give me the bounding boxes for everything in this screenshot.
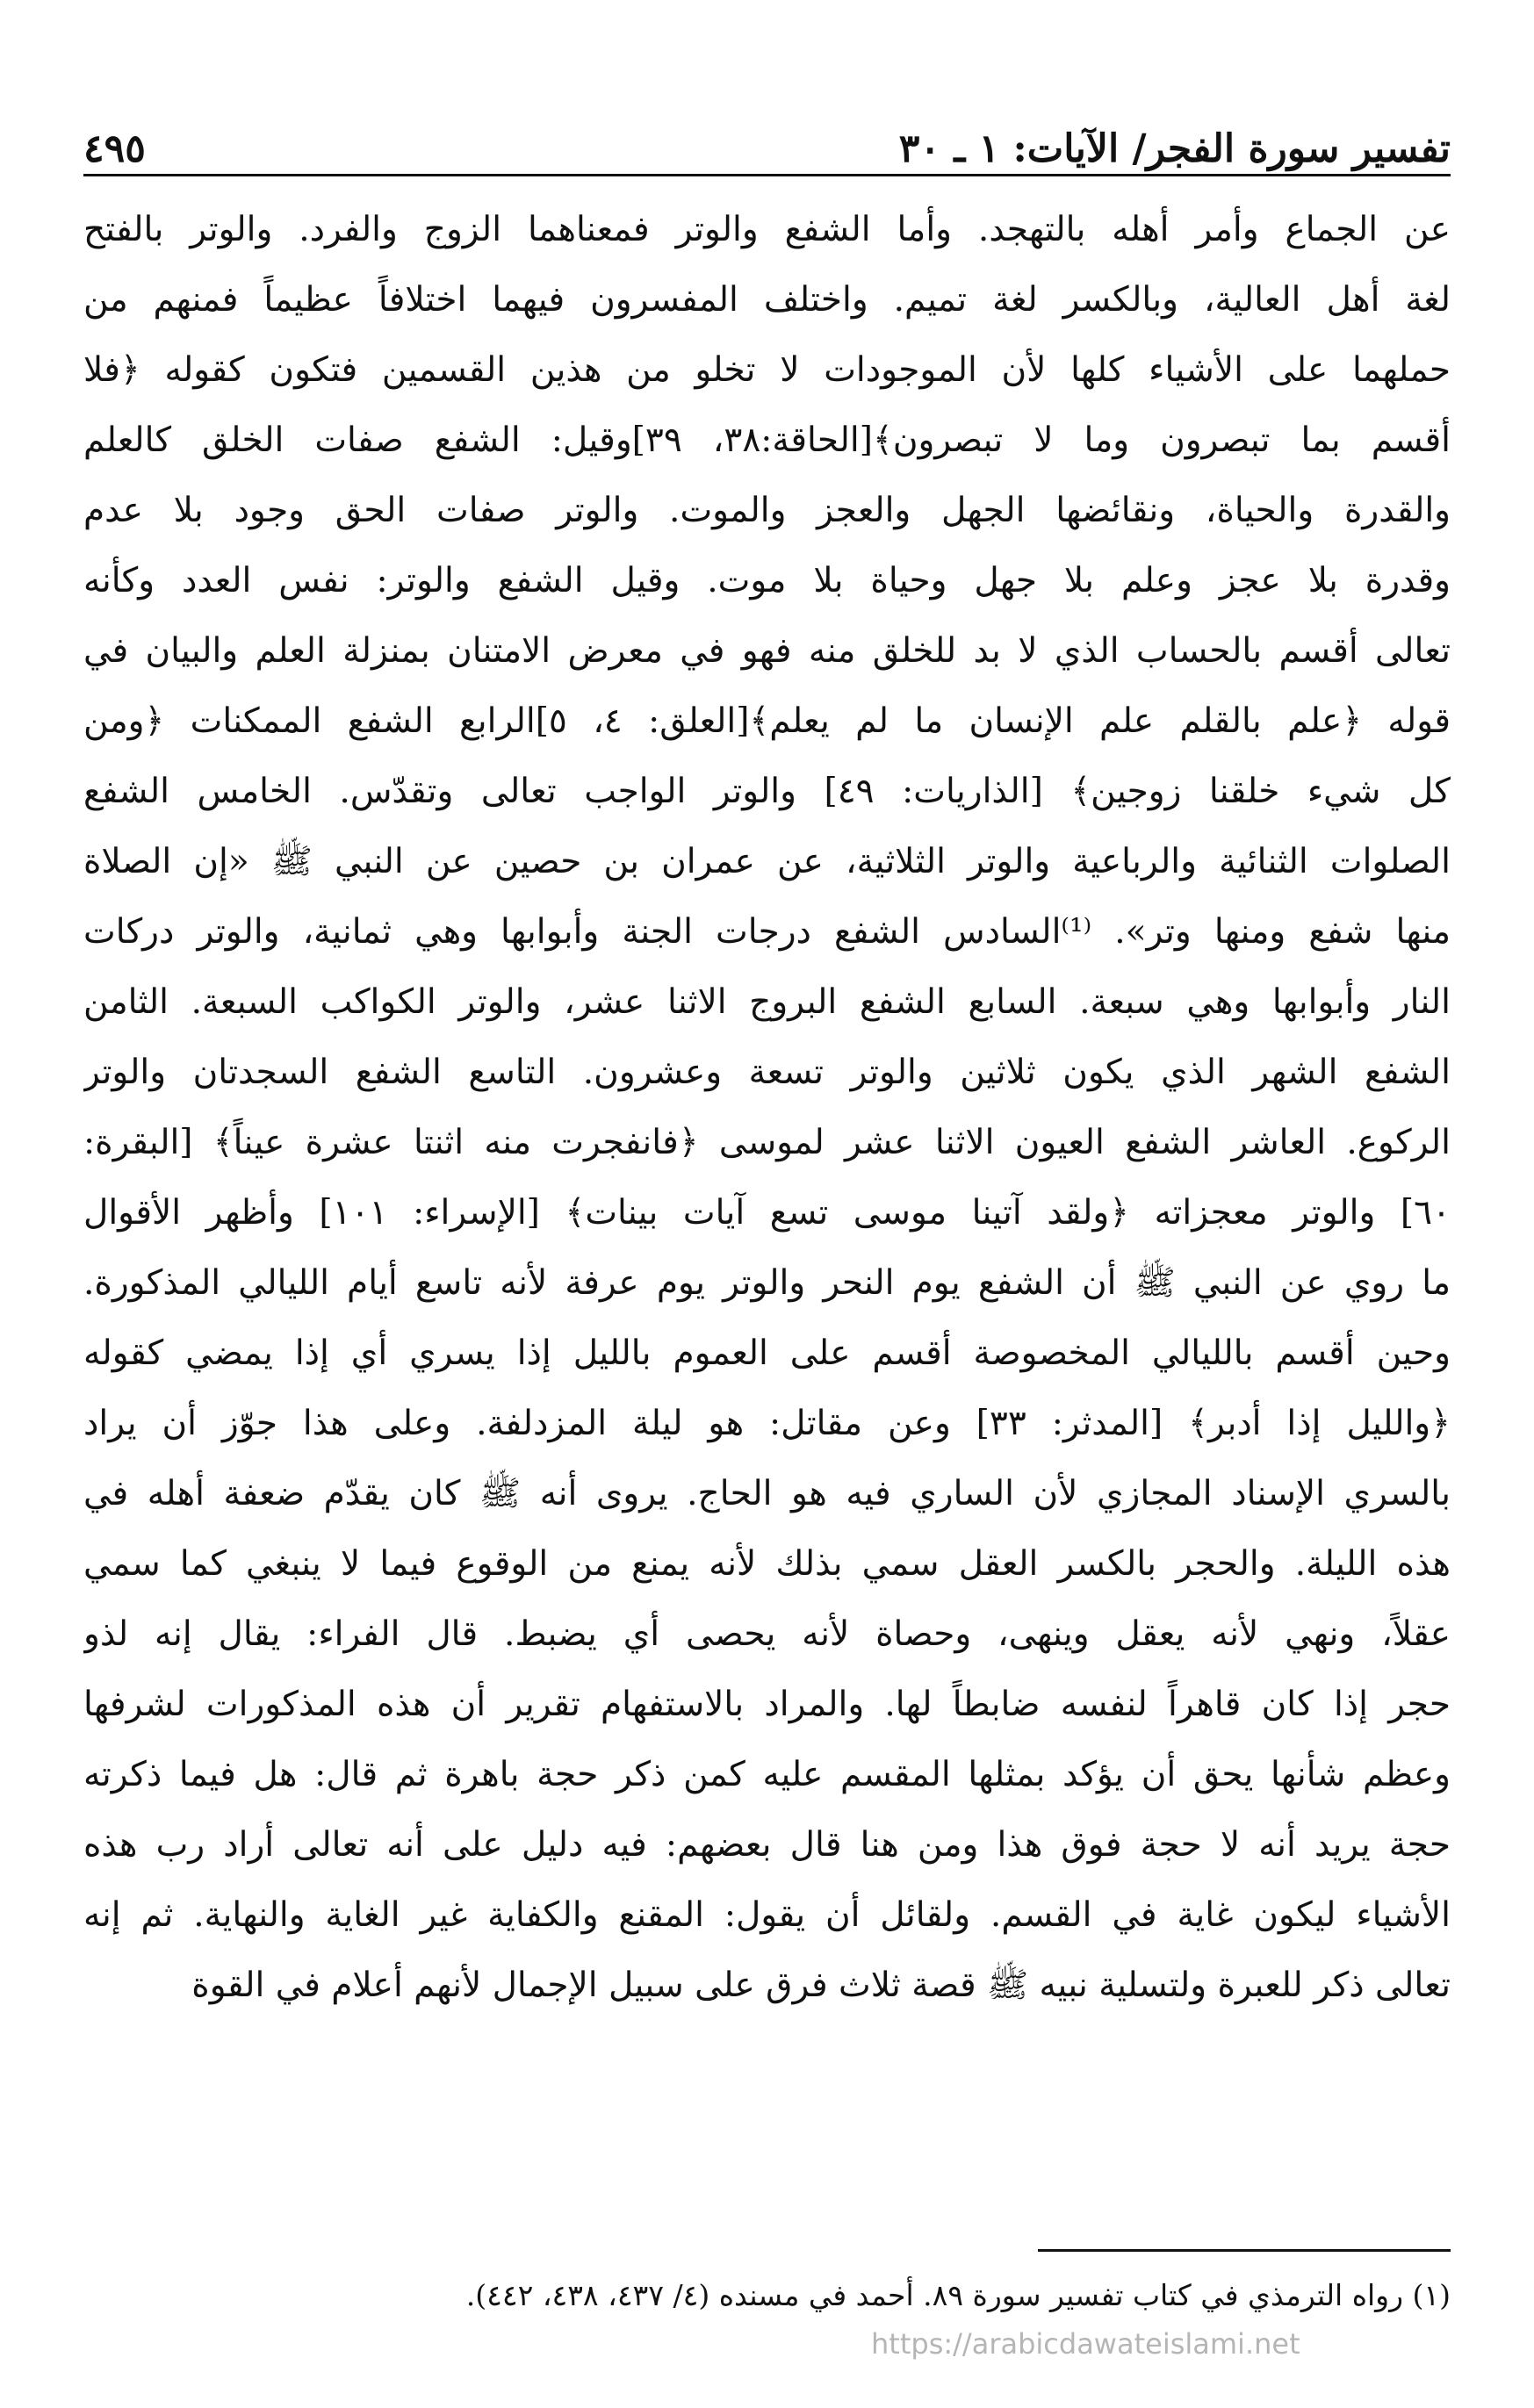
running-head xyxy=(83,105,1451,176)
text-line: تعالى ذكر للعبرة ولتسلية نبيه ﷺ قصة ثلاث فرق على سبيل الإجمال لأنهم أعلام في القوة xyxy=(191,1966,1451,2005)
running-title: تفسير سورة الفجر/ الآيات: ١ ـ ٣٠ xyxy=(898,126,1451,171)
text-line: حجة يريد أنه لا حجة فوق هذا ومن هنا قال بعضهم: فيه دليل على أنه تعالى أراد رب هذه xyxy=(83,1825,1451,1865)
text-line: وقدرة بلا عجز وعلم بلا جهل وحياة بلا موت. وقيل الشفع والوتر: نفس العدد وكأنه xyxy=(83,561,1451,600)
page-number: ٤٩٥ xyxy=(83,126,146,171)
text-line: الأشياء ليكون غاية في القسم. ولقائل أن يقول: المقنع والكفاية غير الغاية والنهاية. ثم إنه xyxy=(83,1895,1451,1935)
text-line: الشفع الشهر الذي يكون ثلاثين والوتر تسعة وعشرون. التاسع الشفع السجدتان والوتر xyxy=(83,1053,1451,1092)
text-line: ﴿والليل إذا أدبر﴾ [المدثر: ٣٣] وعن مقاتل: هو ليلة المزدلفة. وعلى هذا جوّز أن يراد xyxy=(83,1404,1451,1443)
text-line: حجر إذا كان قاهراً لنفسه ضابطاً لها. والمراد بالاستفهام تقرير أن هذه المذكورات لشرفها xyxy=(83,1685,1451,1724)
text-line: وحين أقسم بالليالي المخصوصة أقسم على العموم بالليل إذا يسري أي إذا يمضي كقوله xyxy=(83,1333,1451,1373)
header-rule xyxy=(83,174,1451,176)
footnote-rule xyxy=(1038,2249,1451,2252)
text-line: كل شيء خلقنا زوجين﴾ [الذاريات: ٤٩] والوتر الواجب تعالى وتقدّس. الخامس الشفع xyxy=(83,772,1451,811)
text-line: بالسري الإسناد المجازي لأن الساري فيه هو الحاج. يروى أنه ﷺ كان يقدّم ضعفة أهله في xyxy=(83,1474,1451,1513)
text-line: ما روي عن النبي ﷺ أن الشفع يوم النحر والوتر يوم عرفة لأنه تاسع أيام الليالي المذكورة. xyxy=(83,1263,1451,1303)
text-line: تعالى أقسم بالحساب الذي لا بد للخلق منه فهو في معرض الامتنان بمنزلة العلم والبيان في xyxy=(83,631,1451,671)
watermark-url: https://arabicdawateislami.net xyxy=(871,2327,1300,2361)
text-line: النار وأبوابها وهي سبعة. السابع الشفع البروج الاثنا عشر، والوتر الكواكب السبعة. الثامن xyxy=(83,982,1451,1022)
text-line: الصلوات الثنائية والرباعية والوتر الثلاثية، عن عمران بن حصين عن النبي ﷺ «إن الصلاة xyxy=(83,842,1451,881)
text-line: ٦٠] والوتر معجزاته ﴿ولقد آتينا موسى تسع آيات بينات﴾ [الإسراء: ١٠١] وأظهر الأقوال xyxy=(83,1193,1451,1233)
text-line: أقسم بما تبصرون وما لا تبصرون﴾[الحاقة:٣٨، ٣٩]وقيل: الشفع صفات الخلق كالعلم xyxy=(83,421,1451,460)
body-text xyxy=(83,195,1451,2021)
text-line: حملهما على الأشياء كلها لأن الموجودات لا تخلو من هذين القسمين فتكون كقوله ﴿فلا xyxy=(83,350,1451,390)
text-line: قوله ﴿علم بالقلم علم الإنسان ما لم يعلم﴾[العلق: ٤، ٥]الرابع الشفع الممكنات ﴿ومن xyxy=(83,701,1451,741)
text-line: عقلاً، ونهي لأنه يعقل وينهى، وحصاة لأنه يحصى أي يضبط. قال الفراء: يقال إنه لذو xyxy=(83,1614,1451,1654)
text-line: هذه الليلة. والحجر بالكسر العقل سمي بذلك لأنه يمنع من الوقوع فيما لا ينبغي كما سمي xyxy=(83,1544,1451,1584)
text-line: وعظم شأنها يحق أن يؤكد بمثلها المقسم عليه كمن ذكر حجة باهرة ثم قال: هل فيما ذكرته xyxy=(83,1755,1451,1794)
footnote: (١) رواه الترمذي في كتاب تفسير سورة ٨٩. أحمد في مسنده (٤/ ٤٣٧، ٤٣٨، ٤٤٢). xyxy=(465,2278,1451,2312)
text-line: الركوع. العاشر الشفع العيون الاثنا عشر لموسى ﴿فانفجرت منه اثنتا عشرة عيناً﴾ [البقرة: xyxy=(83,1123,1451,1162)
text-line: لغة أهل العالية، وبالكسر لغة تميم. واختلف المفسرون فيهما اختلافاً عظيماً فمنهم من xyxy=(83,280,1451,320)
text-line: والقدرة والحياة، ونقائضها الجهل والعجز والموت. والوتر صفات الحق وجود بلا عدم xyxy=(83,491,1451,530)
text-line: منها شفع ومنها وتر». ⁽¹⁾السادس الشفع درجات الجنة وأبوابها وهي ثمانية، والوتر دركات xyxy=(83,912,1451,952)
text-line: عن الجماع وأمر أهله بالتهجد. وأما الشفع والوتر فمعناهما الزوج والفرد. والوتر بالفتح xyxy=(83,210,1451,249)
